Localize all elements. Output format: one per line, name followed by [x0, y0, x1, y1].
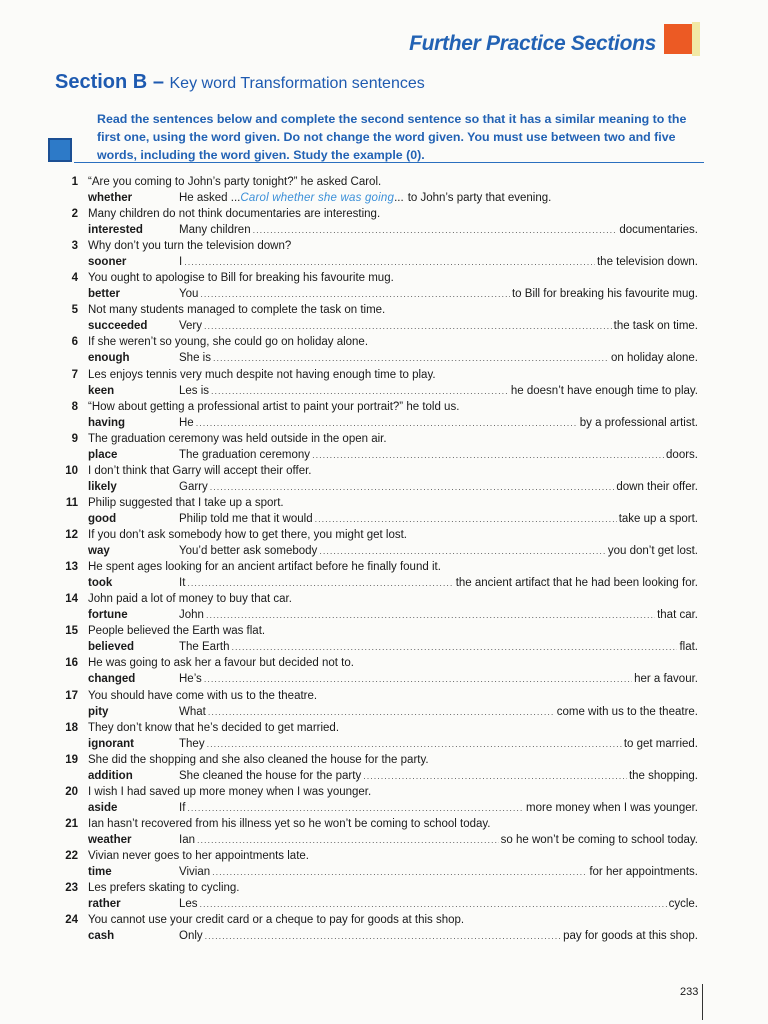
item-number: 4: [71, 272, 78, 285]
answer-start: Garry: [179, 480, 208, 493]
exercise-item: [0, 849, 768, 881]
item-number: 10: [65, 464, 78, 477]
exercise-item: [0, 753, 768, 785]
item-sentence: People believed the Earth was flat.: [88, 625, 266, 638]
exercise-item: [0, 464, 768, 496]
answer-end: by a professional artist.: [579, 416, 698, 429]
item-keyword: rather: [88, 898, 121, 911]
item-sentence: The graduation ceremony was held outside in the open air.: [88, 432, 387, 445]
answer-start: They: [179, 737, 205, 750]
item-number: 8: [71, 400, 78, 413]
answer-line: [179, 705, 698, 720]
item-sentence: You ought to apologise to Bill for breaking his favourite mug.: [88, 272, 394, 285]
answer-end: for her appointments.: [589, 865, 698, 878]
answer-end: so he won’t be coming to school today.: [500, 833, 698, 846]
answer-blank[interactable]: [187, 801, 524, 816]
answer-blank[interactable]: [200, 287, 510, 302]
answer-blank[interactable]: [184, 255, 595, 270]
item-keyword: succeeded: [88, 320, 148, 333]
item-sentence: I wish I had saved up more money when I was younger.: [88, 785, 372, 798]
item-number: 2: [71, 208, 78, 221]
answer-line: [179, 384, 698, 399]
answer-start: If: [179, 801, 186, 814]
answer-end: come with us to the theatre.: [556, 705, 698, 718]
answer-line: [179, 737, 698, 752]
exercise-item: [0, 432, 768, 464]
answer-start: Very: [179, 320, 203, 333]
answer-blank[interactable]: [196, 416, 578, 431]
answer-end: to John’s party that evening.: [407, 192, 552, 204]
section-title: [55, 71, 425, 94]
item-sentence: John paid a lot of money to buy that car.: [88, 593, 292, 606]
corner-square-decoration: [664, 24, 692, 54]
example-answer-dots: ...: [394, 192, 404, 204]
item-number: 15: [65, 625, 78, 638]
section-subtitle: Key word Transformation sentences: [169, 75, 425, 92]
exercise-item: [0, 239, 768, 271]
answer-end: he doesn’t have enough time to play.: [510, 384, 698, 397]
answer-start: John: [179, 609, 204, 622]
answer-start: Philip told me that it would: [179, 512, 313, 525]
item-keyword: took: [88, 577, 113, 590]
exercise-item: [0, 496, 768, 528]
exercise-item: [0, 785, 768, 817]
exercise-item: [0, 368, 768, 400]
answer-end: you don’t get lost.: [607, 545, 698, 558]
item-sentence: Philip suggested that I take up a sport.: [88, 496, 284, 509]
item-number: 12: [65, 529, 78, 542]
answer-blank[interactable]: [187, 576, 453, 591]
answer-line: [179, 512, 698, 527]
exercise-item: [0, 913, 768, 945]
item-sentence: Ian hasn’t recovered from his illness yet so he won’t be coming to school today.: [88, 817, 491, 830]
item-keyword: enough: [88, 352, 130, 365]
exercise-item: [0, 689, 768, 721]
answer-blank[interactable]: [204, 319, 612, 334]
item-keyword: sooner: [88, 256, 127, 269]
item-number: 6: [71, 336, 78, 349]
item-keyword: way: [88, 545, 110, 558]
answer-end: the shopping.: [628, 769, 698, 782]
answer-end: documentaries.: [619, 224, 698, 237]
item-sentence: Not many students managed to complete the task on time.: [88, 304, 386, 317]
answer-blank[interactable]: [211, 384, 509, 399]
answer-blank[interactable]: [197, 833, 499, 848]
answer-end: that car.: [657, 609, 698, 622]
answer-end: cycle.: [668, 898, 698, 911]
answer-blank[interactable]: [253, 223, 618, 238]
corner-tab-decoration: [692, 22, 700, 56]
answer-blank[interactable]: [200, 897, 667, 912]
item-sentence: She did the shopping and she also cleaned the house for the party.: [88, 753, 429, 766]
running-head: Further Practice Sections: [409, 32, 656, 55]
item-number: 21: [65, 817, 78, 830]
item-number: 14: [65, 593, 78, 606]
item-keyword: cash: [88, 930, 115, 943]
answer-start: Vivian: [179, 865, 211, 878]
answer-blank[interactable]: [363, 769, 627, 784]
item-sentence: Vivian never goes to her appointments late.: [88, 849, 309, 862]
exercise-list: [0, 175, 768, 945]
answer-end: the ancient artifact that he had been looking for.: [455, 577, 698, 590]
item-keyword: good: [88, 512, 117, 525]
answer-line: [179, 769, 698, 784]
answer-line: [179, 865, 698, 880]
answer-line: [179, 448, 698, 463]
answer-line: [179, 801, 698, 816]
section-divider: [74, 162, 704, 163]
item-number: 16: [65, 657, 78, 670]
item-sentence: Les prefers skating to cycling.: [88, 882, 240, 895]
item-number: 11: [65, 496, 78, 509]
item-sentence: Les enjoys tennis very much despite not having enough time to play.: [88, 368, 436, 381]
item-sentence: He was going to ask her a favour but decided not to.: [88, 657, 354, 670]
item-sentence: You should have come with us to the theatre.: [88, 689, 318, 702]
exercise-item: [0, 271, 768, 303]
item-number: 18: [65, 721, 78, 734]
answer-end: more money when I was younger.: [526, 801, 698, 814]
item-sentence: “How about getting a professional artist to paint your portrait?” he told us.: [88, 400, 460, 413]
answer-line: [179, 319, 698, 334]
item-number: 19: [65, 753, 78, 766]
section-dash: –: [152, 71, 164, 93]
answer-line: [179, 255, 698, 270]
answer-blank[interactable]: [319, 544, 606, 559]
exercise-item: [0, 207, 768, 239]
example-answer: Carol whether she was going: [240, 192, 395, 204]
answer-blank[interactable]: [312, 448, 664, 463]
item-keyword: aside: [88, 801, 118, 814]
answer-blank[interactable]: [205, 929, 561, 944]
answer-end: the task on time.: [613, 320, 698, 333]
item-keyword: better: [88, 288, 120, 301]
item-number: 22: [65, 849, 78, 862]
exercise-item: [0, 335, 768, 367]
answer-line: [179, 416, 698, 431]
answer-end: on holiday alone.: [611, 352, 698, 365]
answer-line: [179, 640, 698, 655]
exercise-item: [0, 624, 768, 656]
answer-blank[interactable]: [213, 351, 609, 366]
answer-line: [179, 576, 698, 591]
answer-start: The graduation ceremony: [179, 448, 311, 461]
answer-line: [179, 929, 698, 944]
answer-line: [179, 287, 698, 302]
answer-line: [179, 897, 698, 912]
answer-blank[interactable]: [206, 608, 655, 623]
exercise-item: [0, 656, 768, 688]
answer-end: to get married.: [623, 737, 698, 750]
answer-start: Many children: [179, 224, 251, 237]
answer-end: to Bill for breaking his favourite mug.: [511, 288, 698, 301]
exercise-item: [0, 817, 768, 849]
item-sentence: They don’t know that he’s decided to get married.: [88, 721, 340, 734]
answer-blank[interactable]: [210, 480, 615, 495]
answer-start: The Earth: [179, 641, 230, 654]
answer-start: She cleaned the house for the party: [179, 769, 362, 782]
item-number: 5: [71, 304, 78, 317]
item-keyword: believed: [88, 641, 135, 654]
answer-line: [179, 608, 698, 623]
answer-blank[interactable]: [204, 672, 632, 687]
exercise-item: [0, 721, 768, 753]
answer-start: You’d better ask somebody: [179, 545, 318, 558]
answer-line: [179, 191, 698, 206]
item-number: 23: [65, 882, 78, 895]
item-keyword: fortune: [88, 609, 128, 622]
answer-end: flat.: [679, 641, 698, 654]
answer-blank[interactable]: [232, 640, 678, 655]
item-keyword: keen: [88, 384, 115, 397]
exercise-item: [0, 175, 768, 207]
answer-end: her a favour.: [634, 673, 698, 686]
answer-end: take up a sport.: [618, 512, 698, 525]
item-keyword: changed: [88, 673, 136, 686]
exercise-item: [0, 592, 768, 624]
item-keyword: ignorant: [88, 737, 134, 750]
item-number: 7: [71, 368, 78, 381]
answer-blank[interactable]: [208, 705, 555, 720]
answer-blank[interactable]: [207, 737, 622, 752]
item-sentence: You cannot use your credit card or a cheque to pay for goods at this shop.: [88, 914, 465, 927]
answer-end: pay for goods at this shop.: [563, 930, 698, 943]
answer-line: [179, 223, 698, 238]
item-keyword: place: [88, 448, 118, 461]
answer-start: It: [179, 577, 186, 590]
page-edge-bar: [702, 984, 703, 1020]
instructions: Read the sentences below and complete the second sentence so that it has a similar meaning to the first one, using the word given. Do not change the word given. You must use between two and five words, including the word given. Study the example (0).: [97, 112, 687, 162]
exercise-item: [0, 400, 768, 432]
answer-line: [179, 544, 698, 559]
item-keyword: whether: [88, 192, 133, 204]
item-keyword: weather: [88, 833, 132, 846]
answer-start: He asked ...: [179, 192, 241, 204]
item-number: 17: [65, 689, 78, 702]
answer-start: Ian: [179, 833, 195, 846]
item-number: 24: [65, 914, 78, 927]
exercise-item: [0, 303, 768, 335]
item-number: 13: [65, 561, 78, 574]
answer-start: He’s: [179, 673, 202, 686]
item-sentence: Many children do not think documentaries are interesting.: [88, 208, 381, 221]
answer-blank[interactable]: [212, 865, 587, 880]
answer-start: You: [179, 288, 199, 301]
item-sentence: Why don’t you turn the television down?: [88, 240, 292, 253]
exercise-item: [0, 881, 768, 913]
item-sentence: If you don’t ask somebody how to get there, you might get lost.: [88, 529, 407, 542]
answer-blank[interactable]: [315, 512, 617, 527]
instruction-box-icon: [48, 138, 72, 162]
item-keyword: interested: [88, 224, 143, 237]
answer-start: He: [179, 416, 194, 429]
answer-start: Les is: [179, 384, 210, 397]
page-number: 233: [680, 986, 699, 998]
item-keyword: addition: [88, 769, 133, 782]
item-number: 3: [71, 240, 78, 253]
answer-start: What: [179, 705, 206, 718]
answer-line: [179, 833, 698, 848]
answer-start: I: [179, 256, 183, 269]
item-sentence: I don’t think that Garry will accept their offer.: [88, 464, 312, 477]
answer-start: Only: [179, 930, 203, 943]
item-sentence: “Are you coming to John’s party tonight?” he asked Carol.: [88, 176, 382, 188]
answer-line: [179, 672, 698, 687]
answer-line: [179, 480, 698, 495]
item-sentence: He spent ages looking for an ancient artifact before he finally found it.: [88, 561, 441, 574]
item-keyword: pity: [88, 705, 109, 718]
answer-start: She is: [179, 352, 211, 365]
answer-end: doors.: [666, 448, 698, 461]
item-keyword: likely: [88, 480, 117, 493]
item-sentence: If she weren’t so young, she could go on holiday alone.: [88, 336, 369, 349]
answer-line: [179, 351, 698, 366]
item-number: 9: [71, 432, 78, 445]
answer-end: down their offer.: [616, 480, 698, 493]
answer-end: the television down.: [596, 256, 698, 269]
exercise-item: [0, 560, 768, 592]
exercise-item: [0, 528, 768, 560]
item-number: 20: [65, 785, 78, 798]
answer-start: Les: [179, 898, 198, 911]
item-keyword: time: [88, 865, 112, 878]
item-number: 1: [71, 176, 78, 188]
section-label: Section B: [55, 71, 148, 93]
item-keyword: having: [88, 416, 126, 429]
